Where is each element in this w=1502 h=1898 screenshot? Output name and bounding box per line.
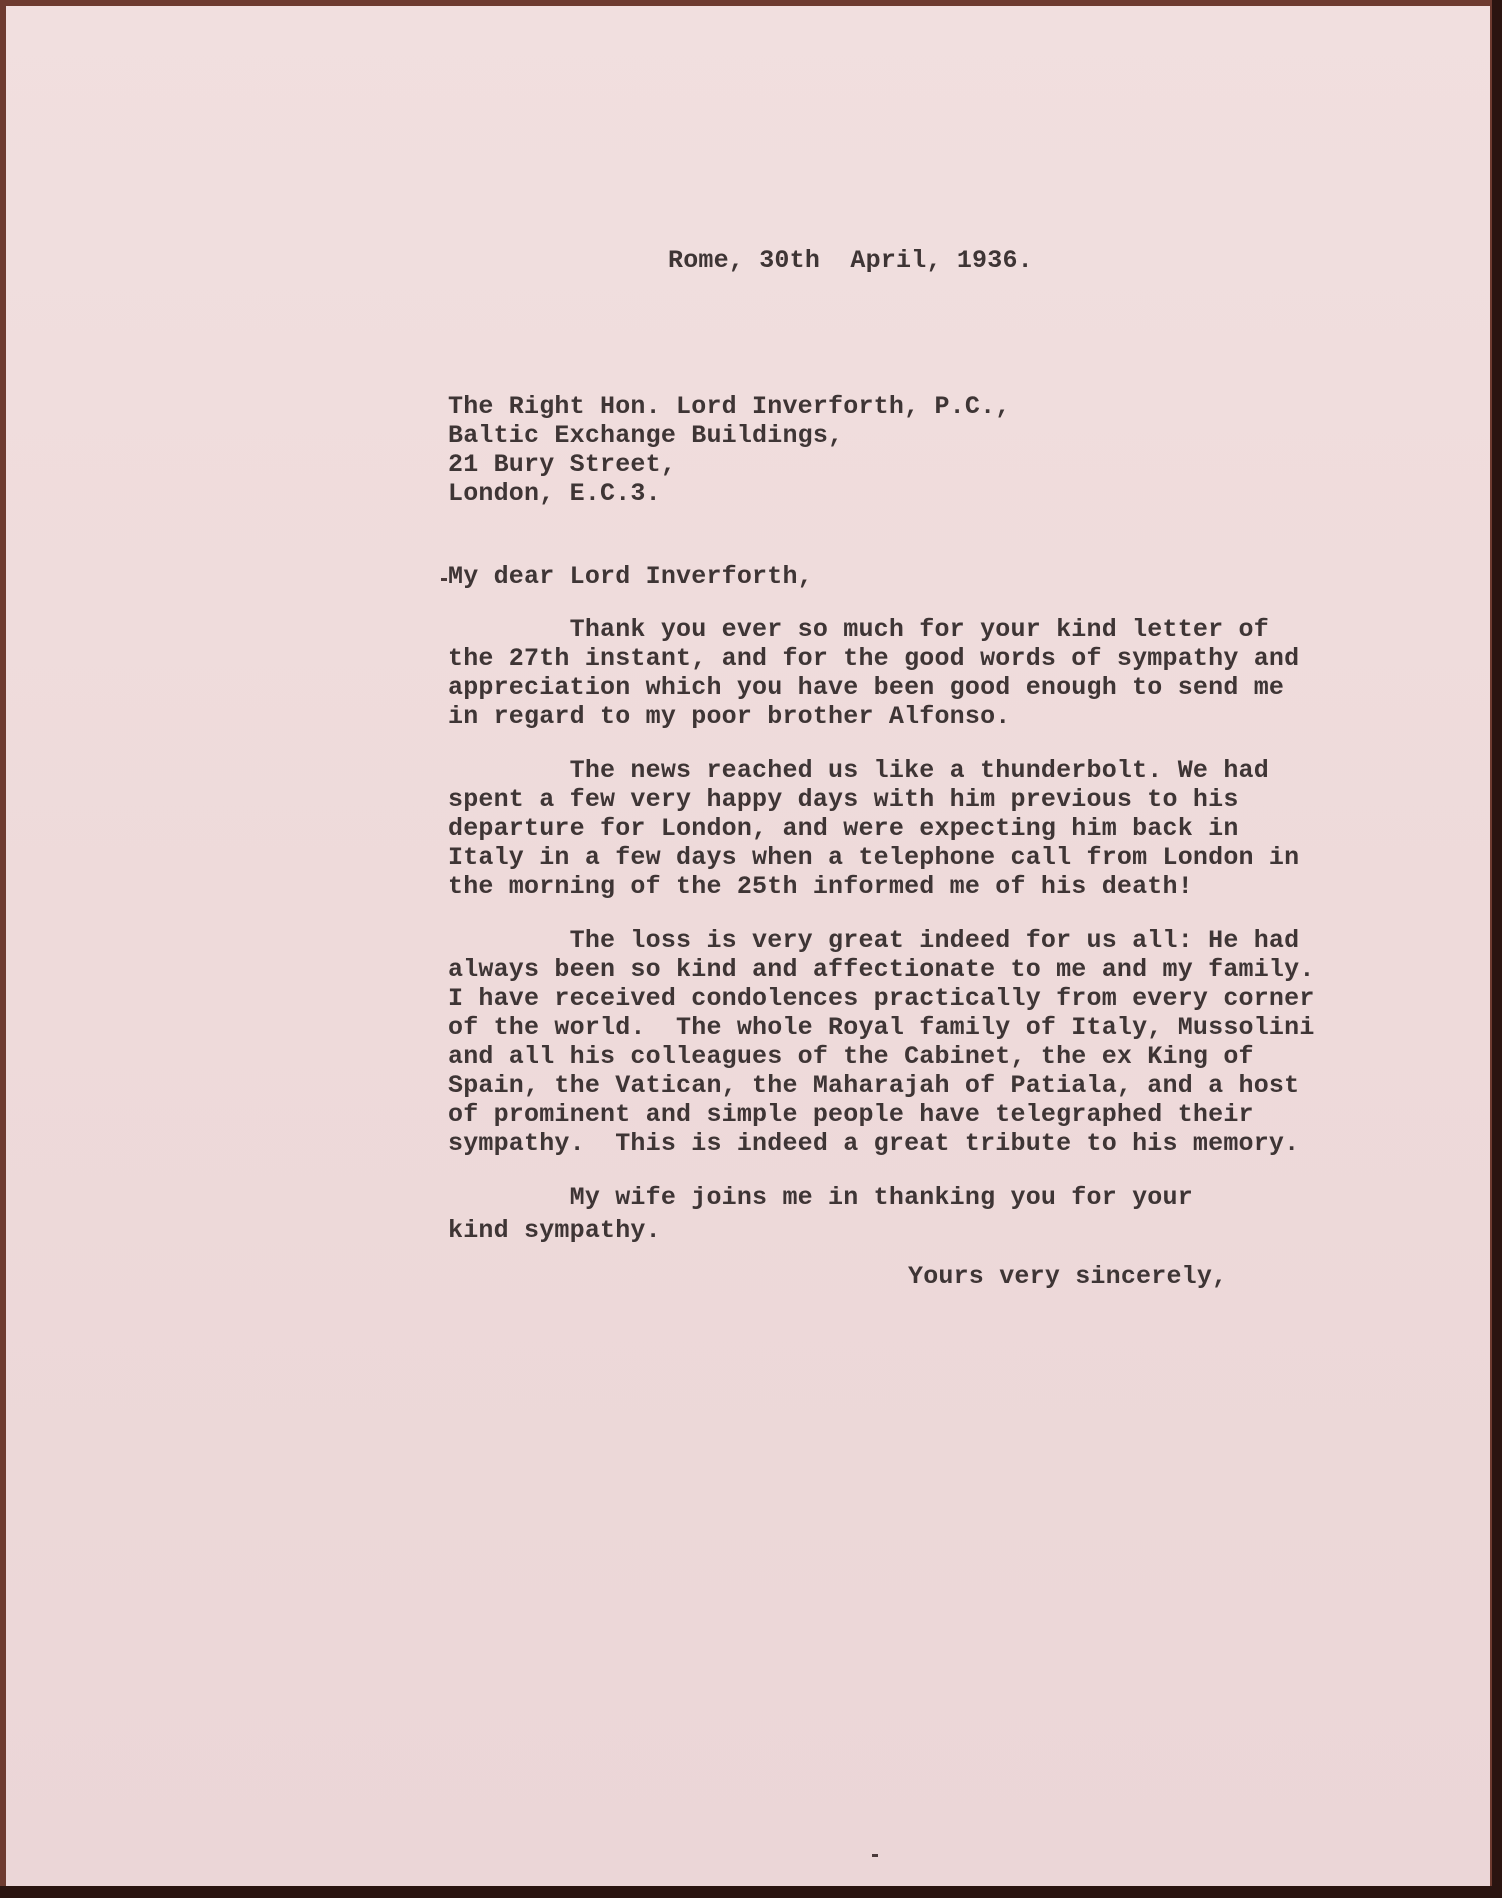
recipient-line: Baltic Exchange Buildings,: [448, 421, 844, 450]
body-line: Italy in a few days when a telephone call from London in: [448, 843, 1300, 872]
paper-watermark: [838, 1086, 898, 1706]
ink-speck: [872, 1854, 878, 1857]
body-line: appreciation which you have been good enough to send me: [448, 673, 1285, 702]
body-line: departure for London, and were expecting him back in: [448, 814, 1239, 843]
recipient-line: 21 Bury Street,: [448, 450, 677, 479]
body-line: and all his colleagues of the Cabinet, the ex King of: [448, 1042, 1254, 1071]
body-line: kind sympathy.: [448, 1216, 661, 1245]
body-line: The news reached us like a thunderbolt. We had: [448, 756, 1269, 785]
body-line: Spain, the Vatican, the Maharajah of Patiala, and a host: [448, 1071, 1300, 1100]
body-line: the morning of the 25th informed me of his death!: [448, 872, 1193, 901]
body-line: always been so kind and affectionate to me and my family.: [448, 955, 1315, 984]
body-line: I have received condolences practically from every corner: [448, 984, 1315, 1013]
body-line: the 27th instant, and for the good words of sympathy and: [448, 644, 1300, 673]
body-line: Thank you ever so much for your kind letter of: [448, 615, 1269, 644]
closing: Yours very sincerely,: [908, 1262, 1228, 1291]
photo-border-bottom: [0, 1886, 1502, 1898]
body-line: My wife joins me in thanking you for your: [448, 1183, 1193, 1212]
body-line: spent a few very happy days with him previous to his: [448, 785, 1239, 814]
dateline: Rome, 30th April, 1936.: [668, 246, 1033, 275]
ink-speck: [441, 578, 447, 581]
body-line: of the world. The whole Royal family of Italy, Mussolini: [448, 1013, 1315, 1042]
salutation: My dear Lord Inverforth,: [448, 562, 813, 591]
photo-border-right: [1492, 0, 1502, 1898]
letter-page: [6, 6, 1490, 1886]
recipient-line: The Right Hon. Lord Inverforth, P.C.,: [448, 392, 1011, 421]
body-line: sympathy. This is indeed a great tribute to his memory.: [448, 1129, 1300, 1158]
recipient-line: London, E.C.3.: [448, 479, 661, 508]
body-line: The loss is very great indeed for us all: He had: [448, 926, 1300, 955]
body-line: of prominent and simple people have telegraphed their: [448, 1100, 1254, 1129]
body-line: in regard to my poor brother Alfonso.: [448, 702, 1011, 731]
